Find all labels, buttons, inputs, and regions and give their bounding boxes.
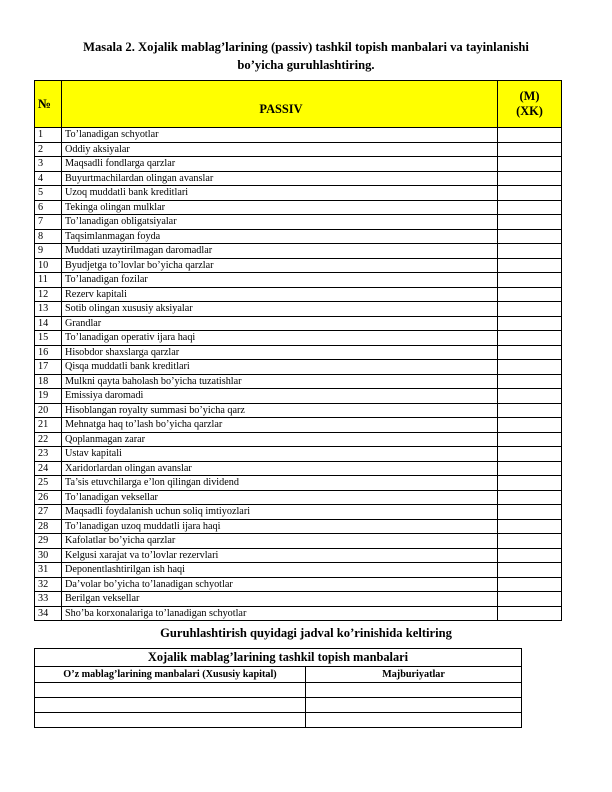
- row-mxk-answer-cell[interactable]: [498, 490, 562, 505]
- task-title-line2: bo’yicha guruhlashtiring.: [237, 58, 375, 72]
- row-mxk-answer-cell[interactable]: [498, 142, 562, 157]
- row-item-name: Ustav kapitali: [62, 447, 498, 462]
- row-mxk-answer-cell[interactable]: [498, 432, 562, 447]
- row-item-name: To’lanadigan fozilar: [62, 273, 498, 288]
- row-mxk-answer-cell[interactable]: [498, 244, 562, 259]
- passiv-row: [35, 200, 562, 215]
- passiv-row: [35, 592, 562, 607]
- row-item-name: Hisoblangan royalty summasi bo’yicha qarz: [62, 403, 498, 418]
- header-number: №: [35, 81, 62, 128]
- row-number: 20: [35, 403, 62, 418]
- row-item-name: To’lanadigan schyotlar: [62, 128, 498, 143]
- row-mxk-answer-cell[interactable]: [498, 418, 562, 433]
- row-number: 6: [35, 200, 62, 215]
- passiv-row: [35, 519, 562, 534]
- row-mxk-answer-cell[interactable]: [498, 461, 562, 476]
- row-number: 33: [35, 592, 62, 607]
- passiv-row: [35, 490, 562, 505]
- row-mxk-answer-cell[interactable]: [498, 186, 562, 201]
- row-number: 14: [35, 316, 62, 331]
- grouping-answer-row: [35, 698, 522, 713]
- row-number: 25: [35, 476, 62, 491]
- header-mxk-line1: (M): [519, 89, 540, 103]
- row-number: 16: [35, 345, 62, 360]
- passiv-table: [34, 80, 562, 621]
- grouping-table: [34, 648, 522, 728]
- own-funds-answer-cell[interactable]: [35, 713, 306, 728]
- own-funds-answer-cell[interactable]: [35, 683, 306, 698]
- passiv-row: [35, 142, 562, 157]
- row-number: 13: [35, 302, 62, 317]
- row-number: 28: [35, 519, 62, 534]
- row-mxk-answer-cell[interactable]: [498, 316, 562, 331]
- row-item-name: Hisobdor shaxslarga qarzlar: [62, 345, 498, 360]
- row-number: 11: [35, 273, 62, 288]
- row-number: 30: [35, 548, 62, 563]
- row-mxk-answer-cell[interactable]: [498, 215, 562, 230]
- row-mxk-answer-cell[interactable]: [498, 519, 562, 534]
- row-item-name: To’lanadigan veksellar: [62, 490, 498, 505]
- row-mxk-answer-cell[interactable]: [498, 287, 562, 302]
- row-item-name: Kafolatlar bo’yicha qarzlar: [62, 534, 498, 549]
- row-mxk-answer-cell[interactable]: [498, 476, 562, 491]
- row-number: 12: [35, 287, 62, 302]
- row-mxk-answer-cell[interactable]: [498, 302, 562, 317]
- row-number: 24: [35, 461, 62, 476]
- passiv-row: [35, 331, 562, 346]
- grouping-table-title: Xojalik mablag’larining tashkil topish manbalari: [35, 649, 522, 667]
- row-number: 31: [35, 563, 62, 578]
- passiv-row: [35, 374, 562, 389]
- passiv-row: [35, 389, 562, 404]
- row-mxk-answer-cell[interactable]: [498, 592, 562, 607]
- row-mxk-answer-cell[interactable]: [498, 128, 562, 143]
- row-item-name: Oddiy aksiyalar: [62, 142, 498, 157]
- row-item-name: Emissiya daromadi: [62, 389, 498, 404]
- row-mxk-answer-cell[interactable]: [498, 505, 562, 520]
- passiv-row: [35, 505, 562, 520]
- row-mxk-answer-cell[interactable]: [498, 171, 562, 186]
- passiv-row: [35, 563, 562, 578]
- passiv-row: [35, 273, 562, 288]
- task-title-line1: Masala 2. Xojalik mablag’larining (passiv) tashkil topish manbalari va tayinlanishi: [83, 40, 529, 54]
- row-number: 15: [35, 331, 62, 346]
- passiv-table-body: [35, 128, 562, 621]
- row-item-name: Grandlar: [62, 316, 498, 331]
- row-item-name: Xaridorlardan olingan avanslar: [62, 461, 498, 476]
- row-item-name: Uzoq muddatli bank kreditlari: [62, 186, 498, 201]
- row-item-name: To’lanadigan obligatsiyalar: [62, 215, 498, 230]
- row-item-name: Maqsadli fondlarga qarzlar: [62, 157, 498, 172]
- passiv-row: [35, 476, 562, 491]
- row-number: 4: [35, 171, 62, 186]
- row-number: 26: [35, 490, 62, 505]
- row-item-name: Rezerv kapitali: [62, 287, 498, 302]
- row-number: 19: [35, 389, 62, 404]
- row-mxk-answer-cell[interactable]: [498, 345, 562, 360]
- passiv-row: [35, 316, 562, 331]
- row-number: 3: [35, 157, 62, 172]
- passiv-row: [35, 534, 562, 549]
- passiv-row: [35, 171, 562, 186]
- passiv-row: [35, 548, 562, 563]
- row-number: 8: [35, 229, 62, 244]
- row-item-name: Tekinga olingan mulklar: [62, 200, 498, 215]
- row-mxk-answer-cell[interactable]: [498, 374, 562, 389]
- row-mxk-answer-cell[interactable]: [498, 200, 562, 215]
- grouping-answer-row: [35, 683, 522, 698]
- row-mxk-answer-cell[interactable]: [498, 258, 562, 273]
- passiv-row: [35, 606, 562, 621]
- row-mxk-answer-cell[interactable]: [498, 389, 562, 404]
- row-mxk-answer-cell[interactable]: [498, 157, 562, 172]
- row-item-name: Byudjetga to’lovlar bo’yicha qarzlar: [62, 258, 498, 273]
- header-mxk-line2: (XK): [516, 104, 543, 118]
- task-title: [40, 38, 572, 74]
- row-number: 32: [35, 577, 62, 592]
- row-number: 7: [35, 215, 62, 230]
- row-item-name: To’lanadigan operativ ijara haqi: [62, 331, 498, 346]
- passiv-row: [35, 447, 562, 462]
- row-item-name: Ta’sis etuvchilarga e’lon qilingan dividend: [62, 476, 498, 491]
- passiv-row: [35, 432, 562, 447]
- row-number: 22: [35, 432, 62, 447]
- row-mxk-answer-cell[interactable]: [498, 331, 562, 346]
- row-item-name: Maqsadli foydalanish uchun soliq imtiyozlari: [62, 505, 498, 520]
- row-item-name: Da’volar bo’yicha to’lanadigan schyotlar: [62, 577, 498, 592]
- row-mxk-answer-cell[interactable]: [498, 548, 562, 563]
- passiv-row: [35, 345, 562, 360]
- row-item-name: Sotib olingan xususiy aksiyalar: [62, 302, 498, 317]
- grouping-answer-row: [35, 713, 522, 728]
- row-item-name: Mehnatga haq to’lash bo’yicha qarzlar: [62, 418, 498, 433]
- row-item-name: Deponentlashtirilgan ish haqi: [62, 563, 498, 578]
- row-mxk-answer-cell[interactable]: [498, 534, 562, 549]
- row-item-name: Sho’ba korxonalariga to’lanadigan schyotlar: [62, 606, 498, 621]
- row-number: 18: [35, 374, 62, 389]
- passiv-row: [35, 418, 562, 433]
- row-item-name: Buyurtmachilardan olingan avanslar: [62, 171, 498, 186]
- row-item-name: Kelgusi xarajat va to’lovlar rezervlari: [62, 548, 498, 563]
- header-passiv: PASSIV: [62, 81, 498, 128]
- row-mxk-answer-cell[interactable]: [498, 606, 562, 621]
- own-funds-answer-cell[interactable]: [35, 698, 306, 713]
- row-number: 9: [35, 244, 62, 259]
- passiv-row: [35, 403, 562, 418]
- row-mxk-answer-cell[interactable]: [498, 447, 562, 462]
- row-mxk-answer-cell[interactable]: [498, 360, 562, 375]
- row-number: 29: [35, 534, 62, 549]
- row-item-name: Qisqa muddatli bank kreditlari: [62, 360, 498, 375]
- row-number: 23: [35, 447, 62, 462]
- passiv-row: [35, 258, 562, 273]
- row-number: 17: [35, 360, 62, 375]
- passiv-row: [35, 287, 562, 302]
- row-mxk-answer-cell[interactable]: [498, 229, 562, 244]
- row-number: 1: [35, 128, 62, 143]
- passiv-row: [35, 360, 562, 375]
- row-mxk-answer-cell[interactable]: [498, 273, 562, 288]
- passiv-row: [35, 229, 562, 244]
- passiv-table-header: [35, 81, 562, 128]
- row-mxk-answer-cell[interactable]: [498, 403, 562, 418]
- row-item-name: Muddati uzaytirilmagan daromadlar: [62, 244, 498, 259]
- row-item-name: Berilgan veksellar: [62, 592, 498, 607]
- column-own-funds: O’z mablag’larining manbalari (Xususiy kapital): [35, 667, 306, 683]
- row-mxk-answer-cell[interactable]: [498, 563, 562, 578]
- passiv-row: [35, 461, 562, 476]
- row-item-name: Qoplanmagan zarar: [62, 432, 498, 447]
- row-number: 10: [35, 258, 62, 273]
- row-mxk-answer-cell[interactable]: [498, 577, 562, 592]
- row-item-name: To’lanadigan uzoq muddatli ijara haqi: [62, 519, 498, 534]
- liabilities-answer-cell[interactable]: [306, 713, 522, 728]
- grouping-empty-rows: [35, 683, 522, 728]
- column-liabilities: Majburiyatlar: [306, 667, 522, 683]
- passiv-row: [35, 244, 562, 259]
- passiv-row: [35, 302, 562, 317]
- row-item-name: Taqsimlanmagan foyda: [62, 229, 498, 244]
- row-item-name: Mulkni qayta baholash bo’yicha tuzatishlar: [62, 374, 498, 389]
- row-number: 27: [35, 505, 62, 520]
- row-number: 21: [35, 418, 62, 433]
- liabilities-answer-cell[interactable]: [306, 698, 522, 713]
- passiv-row: [35, 128, 562, 143]
- passiv-row: [35, 186, 562, 201]
- passiv-row: [35, 577, 562, 592]
- grouping-subtitle: Guruhlashtirish quyidagi jadval ko’rinishida keltiring: [160, 626, 452, 640]
- liabilities-answer-cell[interactable]: [306, 683, 522, 698]
- row-number: 5: [35, 186, 62, 201]
- passiv-row: [35, 157, 562, 172]
- header-mxk: [498, 81, 562, 128]
- row-number: 34: [35, 606, 62, 621]
- passiv-row: [35, 215, 562, 230]
- row-number: 2: [35, 142, 62, 157]
